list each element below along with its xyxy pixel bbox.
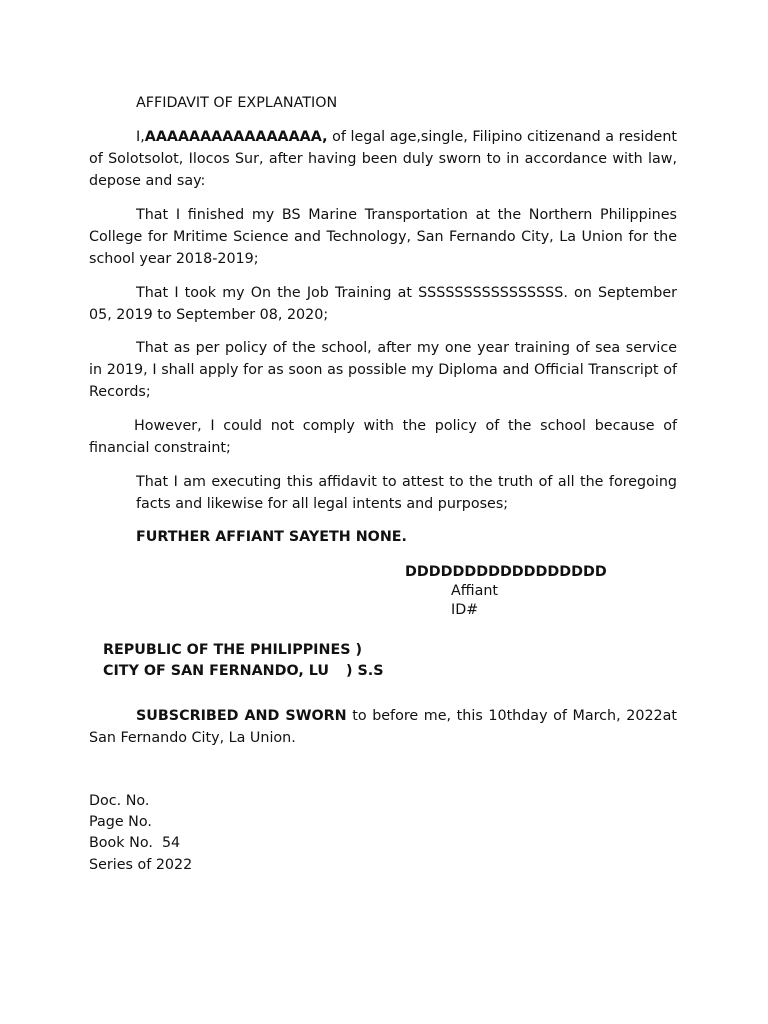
series-of: Series of 2022 <box>89 857 193 873</box>
intro-paragraph <box>89 126 677 192</box>
paragraph-however-text: However, I could not comply with the policy of the school because of financial constraint; <box>89 418 677 456</box>
subscribed-paragraph <box>89 705 677 749</box>
document-title: AFFIDAVIT OF EXPLANATION <box>136 95 338 111</box>
paragraph-however <box>89 415 677 459</box>
paragraph-education <box>89 204 677 270</box>
venue-city: CITY OF SAN FERNANDO, LU <box>103 663 329 679</box>
affiant-label: Affiant <box>451 583 499 599</box>
doc-no: Doc. No. <box>89 793 150 809</box>
subscribed-rest: to before me, this 10thday of March, 2022at San Fernando City, La Union. <box>89 708 678 746</box>
book-no: Book No. 54 <box>89 835 181 851</box>
paragraph-policy <box>89 337 677 403</box>
paragraph-executing: That I am executing this affidavit to attest to the truth of all the foregoing facts and likewise for all legal intents and purposes; <box>136 474 677 512</box>
paragraph-policy-text: That as per policy of the school, after my one year training of sea service in 2019, I shall apply for as soon as possible my Diploma and Official Transcript of Records; <box>89 340 677 400</box>
paragraph-ojt-text: That I took my On the Job Training at SSSSSSSSSSSSSSSS. on September 05, 2019 to September 08, 2020; <box>89 285 677 323</box>
affiant-id: ID# <box>451 602 479 618</box>
page-no: Page No. <box>89 814 152 830</box>
venue-ss: ) S.S <box>346 663 384 679</box>
paragraph-education-text: That I finished my BS Marine Transportation at the Northern Philippines College for Mritime Science and Technology, San Fernando City, La Union for the school year 2018-2019; <box>89 207 677 267</box>
intro-rest: of legal age,single, Filipino citizenand a resident of Solotsolot, Ilocos Sur, after having been duly sworn to in accordance with law, depose and say: <box>89 129 677 189</box>
affiant-signature-name: DDDDDDDDDDDDDDDDD <box>405 564 607 580</box>
venue-republic: REPUBLIC OF THE PHILIPPINES ) <box>103 642 363 658</box>
paragraph-ojt <box>89 282 677 326</box>
further-affiant-line: FURTHER AFFIANT SAYETH NONE. <box>136 529 407 545</box>
affiant-name-intro: AAAAAAAAAAAAAAAA, <box>144 129 328 145</box>
intro-prefix: I, <box>136 129 145 145</box>
subscribed-bold: SUBSCRIBED AND SWORN <box>136 708 347 724</box>
